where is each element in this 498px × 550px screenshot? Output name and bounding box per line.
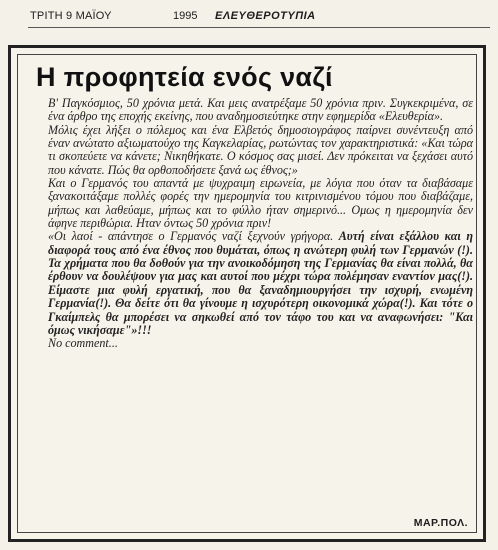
issue-year: 1995 <box>173 10 198 22</box>
article-headline: Η προφητεία ενός ναζί <box>36 62 333 92</box>
article-quote <box>48 230 473 337</box>
article-closing: No comment... <box>48 336 118 351</box>
issue-date: ΤΡΙΤΗ 9 ΜΑΪΟΥ <box>30 10 112 22</box>
quote-bold: Αυτή είναι εξάλλου και η διαφορά τους από ένα έθνος που θυμάται, όπως η ανώτερη φυλή των Γερμανών (!). Τα χρήματα που θα δοθούν για την ανοικοδόμηση της Γερμανίας θα είναι πολλά, θα έρθουν να δουλέψουν για μας και αυτοί που μέχρι τώρα πολέμησαν εναντίον μας(!). Είμαστε μια φυλή εργατική, που θα ξαναδημιουργήσει την ισχυρή, ενωμένη Γερμανία(!). Θα δείτε ότι θα γίνουμε η ισχυρότερη οικονομικά χώρα(!). Και τότε ο Γκαίμπελς θα μπορέσει να σηκωθεί από τον τάφο του και να αναφωνήσει: "Και όμως νικήσαμε"»!!! <box>48 229 473 337</box>
masthead <box>30 8 490 24</box>
masthead-divider <box>28 27 490 28</box>
quote-intro: «Οι λαοί - απάντησε ο Γερμανός ναζί ξεχνούν γρήγορα. <box>48 229 339 244</box>
newspaper-name: ΕΛΕΥΘΕΡΟΤΥΠΙΑ <box>215 10 316 22</box>
article-paragraph: Και ο Γερμανός του απαντά με ψυχραιμη ειρωνεία, με λόγια που όταν τα διαβάσαμε ξανακοιτάξαμε πολλές φορές την ημερομηνία του κιτρινισμένου τόμου που διαβάζαμε, μήπως και λαθεύαμε, μήπως και το φύλλο ήταν σημερινό... Ομως η ημερομηνία δεν άφηνε περιθώρια. Ηταν όντως 50 χρόνια πριν! <box>48 176 473 231</box>
author-signature: ΜΑΡ.ΠΟΛ. <box>413 517 468 529</box>
article-paragraph: Β' Παγκόσμιος, 50 χρόνια μετά. Και μεις ανατρέξαμε 50 χρόνια πριν. Συγκεκριμένα, σε ένα άρθρο της εποχής εκείνης, που αναδημοσιεύτηκε στην εφημερίδα «Ελευθερία». <box>48 96 473 124</box>
article-paragraph: Μόλις έχει λήξει ο πόλεμος και ένα Ελβετός δημοσιογράφος παίρνει συνέντευξη από έναν ανώτατο αξιωματούχο της Καγκελαρίας, ρωτώντας τον χαρακτηριστικά: «Και τώρα τι σκοπεύετε να κάνετε; Νικηθήκατε. Ο κόσμος σας μισεί. Δεν πρόκειται να ξεχάσει αυτό που κάνατε. Πώς θα ορθοποδήσετε ξανά ως έθνος;» <box>48 122 473 177</box>
article-body <box>48 97 473 351</box>
